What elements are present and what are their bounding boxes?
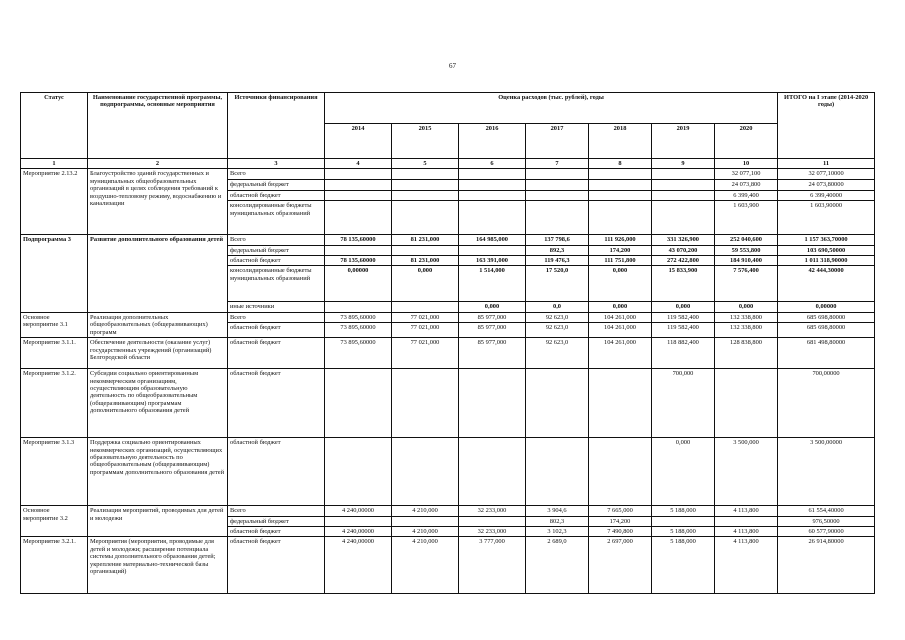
table-row <box>21 369 875 438</box>
value-cell <box>526 438 589 506</box>
value-cell: 4 113,800 <box>715 537 778 594</box>
value-cell: 92 623,0 <box>526 312 589 322</box>
value-cell: 685 698,80000 <box>778 312 875 322</box>
header-status: Статус <box>21 93 88 159</box>
value-cell: 73 895,60000 <box>325 323 392 338</box>
value-cell: 0,000 <box>392 266 459 302</box>
value-cell: 59 553,800 <box>715 245 778 255</box>
value-cell: 4 240,00000 <box>325 506 392 516</box>
table-row <box>21 235 875 245</box>
value-cell: 32 233,000 <box>459 506 526 516</box>
value-cell: 4 113,800 <box>715 527 778 537</box>
value-cell <box>459 369 526 438</box>
value-cell: 0,000 <box>715 302 778 312</box>
row-source: Всего <box>228 506 325 516</box>
value-cell: 0,00000 <box>325 266 392 302</box>
row-source: областной бюджет <box>228 323 325 338</box>
value-cell: 0,000 <box>589 266 652 302</box>
value-cell: 5 188,000 <box>652 527 715 537</box>
row-status: Подпрограмма 3 <box>21 235 88 313</box>
column-number: 4 <box>325 159 392 169</box>
value-cell <box>589 190 652 200</box>
value-cell: 132 338,800 <box>715 323 778 338</box>
value-cell: 43 070,200 <box>652 245 715 255</box>
value-cell: 164 985,000 <box>459 235 526 245</box>
value-cell: 77 021,000 <box>392 338 459 369</box>
value-cell: 26 914,80000 <box>778 537 875 594</box>
value-cell <box>392 201 459 235</box>
value-cell: 111 926,000 <box>589 235 652 245</box>
value-cell: 92 623,0 <box>526 338 589 369</box>
value-cell: 104 261,000 <box>589 323 652 338</box>
header-name: Наименование государственной программы, подпрограммы, основные мероприятия <box>88 93 228 159</box>
value-cell <box>589 369 652 438</box>
column-number: 10 <box>715 159 778 169</box>
row-source: областной бюджет <box>228 537 325 594</box>
value-cell <box>325 201 392 235</box>
value-cell: 15 833,900 <box>652 266 715 302</box>
value-cell <box>325 180 392 190</box>
value-cell: 128 838,800 <box>715 338 778 369</box>
value-cell: 802,3 <box>526 516 589 526</box>
budget-table <box>20 92 875 594</box>
value-cell: 5 188,000 <box>652 506 715 516</box>
value-cell: 163 391,000 <box>459 256 526 266</box>
table-row <box>21 312 875 322</box>
value-cell <box>392 438 459 506</box>
row-source: областной бюджет <box>228 338 325 369</box>
value-cell: 61 554,40000 <box>778 506 875 516</box>
value-cell: 7 576,400 <box>715 266 778 302</box>
value-cell: 7 665,000 <box>589 506 652 516</box>
row-source: иные источники <box>228 302 325 312</box>
value-cell: 0,00000 <box>778 302 875 312</box>
row-source: консолидированные бюджеты муниципальных образований <box>228 201 325 235</box>
value-cell: 0,000 <box>652 438 715 506</box>
table-row <box>21 338 875 369</box>
table-row <box>21 438 875 506</box>
row-source: областной бюджет <box>228 527 325 537</box>
value-cell: 32 077,10000 <box>778 169 875 180</box>
value-cell: 17 520,0 <box>526 266 589 302</box>
value-cell: 700,000 <box>652 369 715 438</box>
value-cell: 85 977,000 <box>459 312 526 322</box>
row-name: Мероприятия (мероприятия, проводимые для детей и молодежи; расширение потенциала системы дополнительного образования детей; укрепление материально-технической базы организаций) <box>88 537 228 594</box>
row-status: Основное мероприятие 3.2 <box>21 506 88 537</box>
value-cell <box>652 516 715 526</box>
value-cell <box>652 201 715 235</box>
value-cell: 4 240,00000 <box>325 537 392 594</box>
value-cell <box>459 438 526 506</box>
value-cell <box>459 516 526 526</box>
value-cell <box>652 180 715 190</box>
value-cell <box>325 245 392 255</box>
row-name: Субсидии социально ориентированным некоммерческим организациям, осуществляющим образовательную деятельность по общеобразовательным (общеразвивающим) программам дополнительного образования детей <box>88 369 228 438</box>
header-total: ИТОГО на I этапе (2014-2020 годы) <box>778 93 875 159</box>
value-cell: 3 500,00000 <box>778 438 875 506</box>
value-cell: 892,3 <box>526 245 589 255</box>
value-cell <box>325 190 392 200</box>
value-cell: 0,0 <box>526 302 589 312</box>
value-cell: 73 895,60000 <box>325 338 392 369</box>
value-cell <box>325 302 392 312</box>
value-cell: 184 910,400 <box>715 256 778 266</box>
value-cell <box>392 369 459 438</box>
value-cell: 3 777,000 <box>459 537 526 594</box>
value-cell: 81 231,000 <box>392 235 459 245</box>
value-cell: 32 233,000 <box>459 527 526 537</box>
row-name: Благоустройство зданий государственных и муниципальных общеобразовательных организаций в целях соблюдения требований к воздушно-тепловому режиму, водоснабжению и канализации <box>88 169 228 235</box>
value-cell: 119 582,400 <box>652 312 715 322</box>
value-cell: 4 113,800 <box>715 506 778 516</box>
value-cell: 92 623,0 <box>526 323 589 338</box>
value-cell <box>589 169 652 180</box>
value-cell: 1 157 363,70000 <box>778 235 875 245</box>
row-source: Всего <box>228 235 325 245</box>
value-cell <box>459 180 526 190</box>
value-cell: 77 021,000 <box>392 323 459 338</box>
value-cell <box>459 201 526 235</box>
column-number: 2 <box>88 159 228 169</box>
table-row <box>21 537 875 594</box>
row-name: Развитие дополнительного образования детей <box>88 235 228 313</box>
header-source: Источники финансирования <box>228 93 325 159</box>
row-source: консолидированные бюджеты муниципальных образований <box>228 266 325 302</box>
value-cell <box>652 190 715 200</box>
row-source: Всего <box>228 169 325 180</box>
row-name: Поддержка социально ориентированных некоммерческих организаций, осуществляющих образовательную деятельность по общеобразовательным (общеразвивающим) программам дополнительного образования детей <box>88 438 228 506</box>
value-cell: 4 210,000 <box>392 537 459 594</box>
row-source: областной бюджет <box>228 369 325 438</box>
value-cell <box>526 190 589 200</box>
row-status: Мероприятие 3.1.3 <box>21 438 88 506</box>
value-cell: 78 135,60000 <box>325 256 392 266</box>
value-cell: 252 040,600 <box>715 235 778 245</box>
row-status: Мероприятие 3.2.1. <box>21 537 88 594</box>
value-cell: 4 240,00000 <box>325 527 392 537</box>
value-cell: 60 577,90000 <box>778 527 875 537</box>
header-year: 2014 <box>325 124 392 159</box>
value-cell <box>589 201 652 235</box>
value-cell: 132 338,800 <box>715 312 778 322</box>
value-cell <box>325 438 392 506</box>
value-cell: 700,00000 <box>778 369 875 438</box>
value-cell: 3 904,6 <box>526 506 589 516</box>
value-cell: 81 231,000 <box>392 256 459 266</box>
value-cell <box>325 169 392 180</box>
column-number: 7 <box>526 159 589 169</box>
value-cell: 1 603,900 <box>715 201 778 235</box>
value-cell: 272 422,800 <box>652 256 715 266</box>
row-name: Обеспечение деятельности (оказание услуг) государственных учреждений (организаций) Белгородской области <box>88 338 228 369</box>
row-source: областной бюджет <box>228 256 325 266</box>
row-source: областной бюджет <box>228 438 325 506</box>
value-cell: 6 399,400 <box>715 190 778 200</box>
value-cell: 119 582,400 <box>652 323 715 338</box>
value-cell <box>392 190 459 200</box>
value-cell: 32 077,100 <box>715 169 778 180</box>
row-status: Мероприятие 2.13.2 <box>21 169 88 235</box>
value-cell: 7 490,800 <box>589 527 652 537</box>
value-cell: 24 073,800 <box>715 180 778 190</box>
value-cell: 3 500,000 <box>715 438 778 506</box>
header-year: 2020 <box>715 124 778 159</box>
value-cell: 137 798,6 <box>526 235 589 245</box>
value-cell <box>715 516 778 526</box>
row-name: Реализация дополнительных общеобразовательных (общеразвивающих) программ <box>88 312 228 337</box>
row-source: областной бюджет <box>228 190 325 200</box>
value-cell: 4 210,000 <box>392 527 459 537</box>
value-cell: 174,200 <box>589 245 652 255</box>
value-cell <box>652 169 715 180</box>
value-cell <box>526 369 589 438</box>
value-cell <box>526 169 589 180</box>
value-cell: 104 261,000 <box>589 312 652 322</box>
value-cell: 111 751,800 <box>589 256 652 266</box>
value-cell <box>459 169 526 180</box>
value-cell: 3 102,3 <box>526 527 589 537</box>
value-cell: 6 399,40000 <box>778 190 875 200</box>
column-number: 5 <box>392 159 459 169</box>
header-year: 2016 <box>459 124 526 159</box>
row-source: федеральный бюджет <box>228 180 325 190</box>
value-cell: 78 135,60000 <box>325 235 392 245</box>
value-cell: 24 073,80000 <box>778 180 875 190</box>
row-status: Основное мероприятие 3.1 <box>21 312 88 337</box>
value-cell: 118 882,400 <box>652 338 715 369</box>
value-cell <box>589 438 652 506</box>
column-number: 9 <box>652 159 715 169</box>
value-cell <box>392 516 459 526</box>
value-cell <box>392 169 459 180</box>
value-cell <box>392 302 459 312</box>
table-row <box>21 169 875 180</box>
page-number: 67 <box>449 62 456 70</box>
header-year: 2017 <box>526 124 589 159</box>
value-cell <box>325 369 392 438</box>
value-cell <box>325 516 392 526</box>
value-cell: 0,000 <box>459 302 526 312</box>
value-cell: 174,200 <box>589 516 652 526</box>
row-source: Всего <box>228 312 325 322</box>
row-status: Мероприятие 3.1.2. <box>21 369 88 438</box>
row-source: федеральный бюджет <box>228 245 325 255</box>
value-cell <box>526 201 589 235</box>
column-number: 6 <box>459 159 526 169</box>
value-cell: 0,000 <box>652 302 715 312</box>
value-cell: 0,000 <box>589 302 652 312</box>
value-cell <box>459 245 526 255</box>
value-cell: 85 977,000 <box>459 323 526 338</box>
value-cell <box>459 190 526 200</box>
column-number: 3 <box>228 159 325 169</box>
value-cell <box>526 180 589 190</box>
row-source: федеральный бюджет <box>228 516 325 526</box>
value-cell: 976,50000 <box>778 516 875 526</box>
header-year: 2018 <box>589 124 652 159</box>
value-cell: 5 188,000 <box>652 537 715 594</box>
value-cell <box>715 369 778 438</box>
value-cell: 2 689,0 <box>526 537 589 594</box>
value-cell: 681 498,80000 <box>778 338 875 369</box>
header-year: 2015 <box>392 124 459 159</box>
value-cell: 85 977,000 <box>459 338 526 369</box>
row-name: Реализация мероприятий, проводимых для детей и молодежи <box>88 506 228 537</box>
column-number: 1 <box>21 159 88 169</box>
value-cell <box>392 180 459 190</box>
value-cell: 331 326,900 <box>652 235 715 245</box>
value-cell <box>392 245 459 255</box>
value-cell: 77 021,000 <box>392 312 459 322</box>
table-row <box>21 506 875 516</box>
value-cell: 103 690,50000 <box>778 245 875 255</box>
row-status: Мероприятие 3.1.1. <box>21 338 88 369</box>
header-estimate: Оценка расходов (тыс. рублей), годы <box>325 93 778 124</box>
column-number: 8 <box>589 159 652 169</box>
value-cell: 4 210,000 <box>392 506 459 516</box>
value-cell: 104 261,000 <box>589 338 652 369</box>
value-cell: 1 514,000 <box>459 266 526 302</box>
value-cell: 42 444,30000 <box>778 266 875 302</box>
value-cell: 1 603,90000 <box>778 201 875 235</box>
value-cell: 119 476,3 <box>526 256 589 266</box>
value-cell: 685 698,80000 <box>778 323 875 338</box>
header-year: 2019 <box>652 124 715 159</box>
value-cell: 73 895,60000 <box>325 312 392 322</box>
value-cell: 1 011 318,90000 <box>778 256 875 266</box>
column-number: 11 <box>778 159 875 169</box>
value-cell: 2 697,000 <box>589 537 652 594</box>
value-cell <box>589 180 652 190</box>
